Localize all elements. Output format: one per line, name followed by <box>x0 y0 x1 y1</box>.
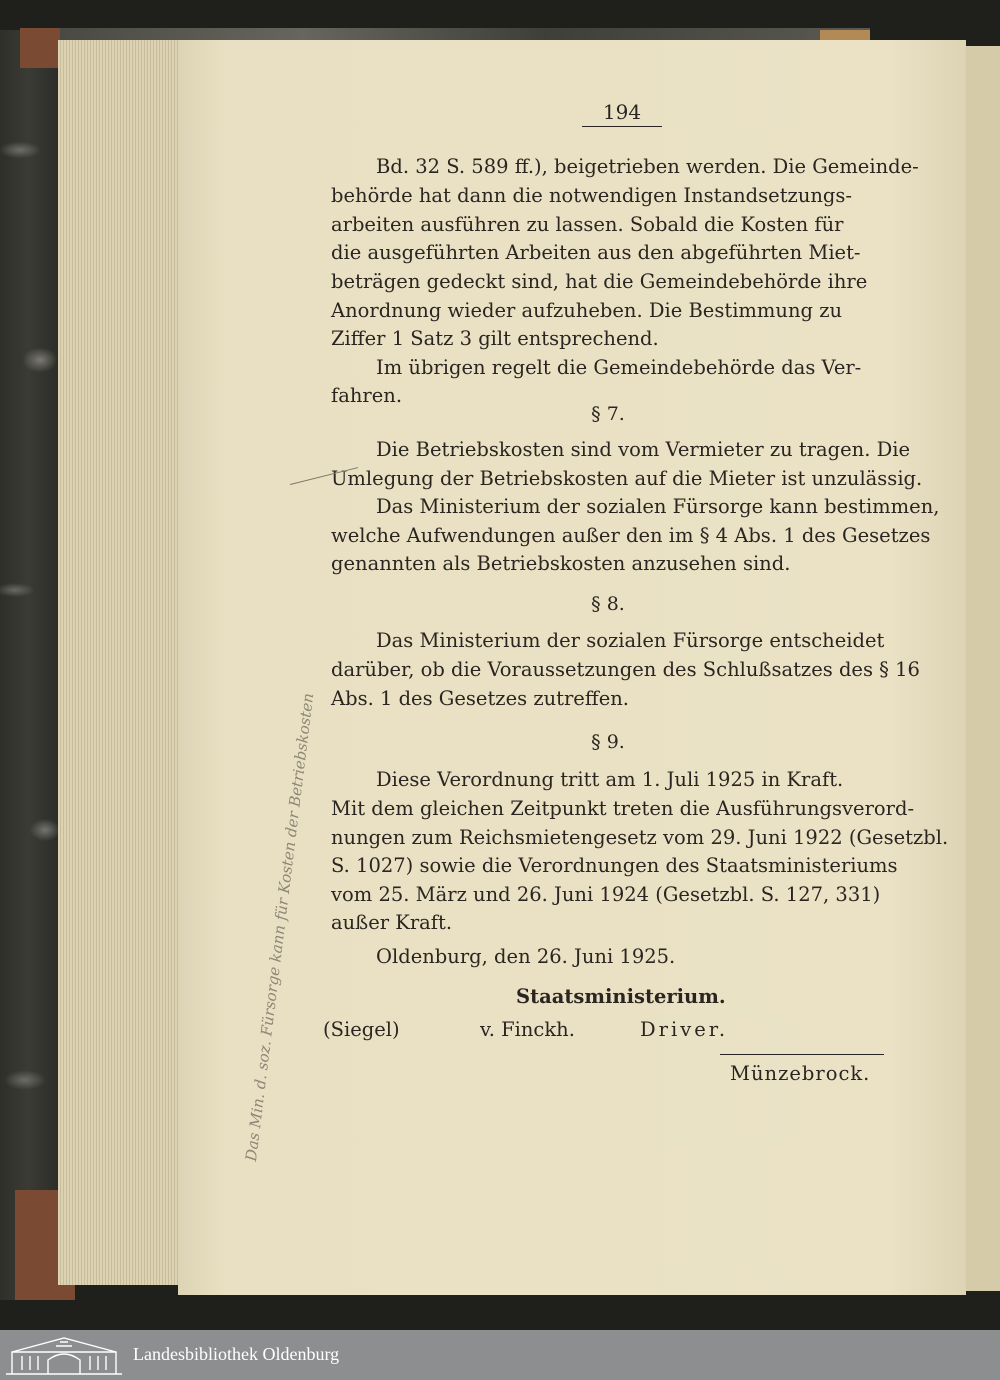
signatory: Münzebrock. <box>730 1062 871 1085</box>
section-line: Umlegung der Betriebskosten auf die Mieter ist unzulässig. <box>331 467 923 490</box>
handwritten-margin-note <box>230 560 318 1180</box>
section-line: Das Ministerium der sozialen Fürsorge entscheidet <box>376 629 885 652</box>
issuing-authority: Staatsministerium. <box>516 985 726 1008</box>
body-line: die ausgeführten Arbeiten aus den abgeführten Miet- <box>331 241 861 264</box>
place-date: Oldenburg, den 26. Juni 1925. <box>376 945 676 968</box>
section-line: außer Kraft. <box>331 911 453 934</box>
body-line: Bd. 32 S. 589 ff.), beigetrieben werden. Die Gemeinde- <box>376 155 919 178</box>
page-edges <box>58 40 178 1285</box>
seal-note: (Siegel) <box>323 1018 400 1041</box>
section-line: Mit dem gleichen Zeitpunkt treten die Ausführungsverord- <box>331 797 915 820</box>
body-line: fahren. <box>331 384 403 407</box>
section-line: Das Ministerium der sozialen Fürsorge kann bestimmen, <box>376 495 940 518</box>
section-line: Abs. 1 des Gesetzes zutreffen. <box>331 687 630 710</box>
section-line: darüber, ob die Voraussetzungen des Schlußsatzes des § 16 <box>331 658 920 681</box>
body-line: beträgen gedeckt sind, hat die Gemeindebehörde ihre <box>331 270 868 293</box>
page-number-rule <box>582 126 662 127</box>
section-line: genannten als Betriebskosten anzusehen sind. <box>331 552 791 575</box>
body-line: Im übrigen regelt die Gemeindebehörde das Ver- <box>376 356 862 379</box>
section-line: S. 1027) sowie die Verordnungen des Staatsministeriums <box>331 854 898 877</box>
section-heading: § 7. <box>591 403 625 425</box>
section-line: Diese Verordnung tritt am 1. Juli 1925 in Kraft. <box>376 768 844 791</box>
body-line: Anordnung wieder aufzuheben. Die Bestimmung zu <box>331 299 843 322</box>
section-line: vom 25. März und 26. Juni 1924 (Gesetzbl. S. 127, 331) <box>331 883 881 906</box>
signature-rule <box>720 1054 884 1055</box>
section-heading: § 9. <box>591 731 625 753</box>
margin-note-line: Das Min. d. soz. Fürsorge kann für Kosten der Betriebskosten <box>242 692 318 1163</box>
section-line: Die Betriebskosten sind vom Vermieter zu tragen. Die <box>376 438 911 461</box>
body-line: arbeiten ausführen zu lassen. Sobald die Kosten für <box>331 213 844 236</box>
library-building-icon <box>4 1334 124 1376</box>
section-line: welche Aufwendungen außer den im § 4 Abs. 1 des Gesetzes <box>331 524 931 547</box>
next-page-edge <box>964 46 1000 1291</box>
section-line: nungen zum Reichsmietengesetz vom 29. Juni 1922 (Gesetzbl. <box>331 826 949 849</box>
section-heading: § 8. <box>591 593 625 615</box>
body-line: behörde hat dann die notwendigen Instandsetzungs- <box>331 184 853 207</box>
signatory: Driver. <box>640 1018 729 1041</box>
library-name: Landesbibliothek Oldenburg <box>133 1344 340 1364</box>
footer-bar <box>0 1330 1000 1380</box>
signatory: v. Finckh. <box>480 1018 575 1041</box>
body-line: Ziffer 1 Satz 3 gilt entsprechend. <box>331 327 659 350</box>
page-number: 194 <box>602 100 642 124</box>
